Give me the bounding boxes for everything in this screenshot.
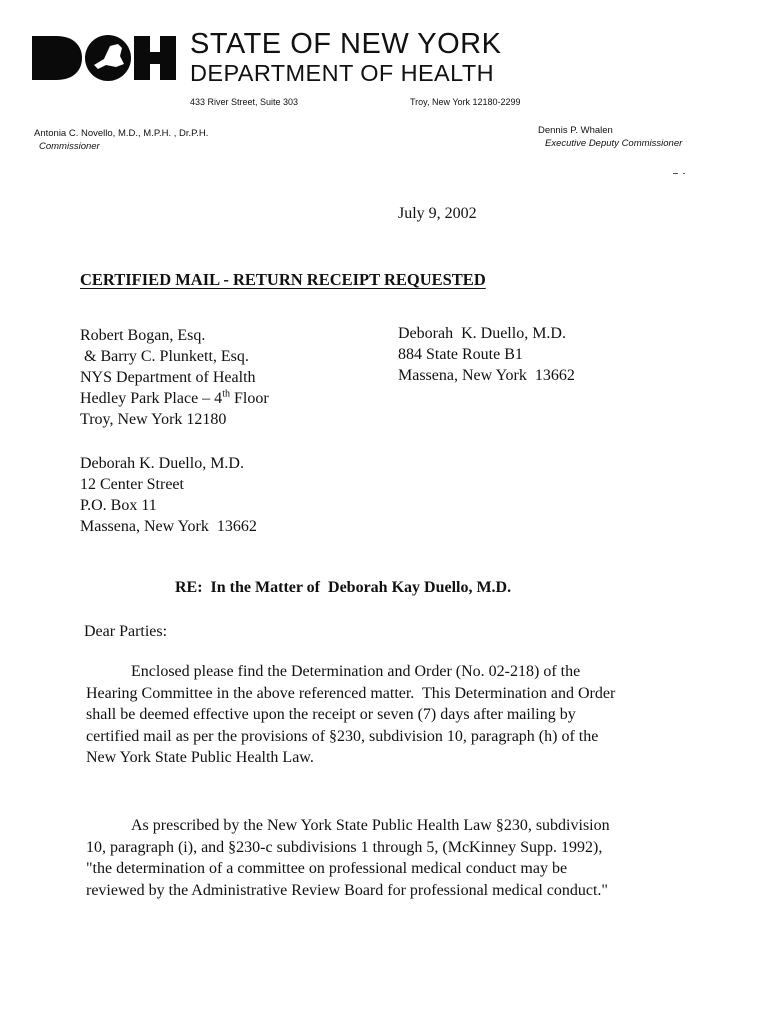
scan-speck bbox=[673, 173, 678, 174]
paragraph-1 bbox=[86, 661, 680, 769]
paragraph-line: New York State Public Health Law. bbox=[86, 749, 314, 766]
doh-logo bbox=[32, 34, 178, 82]
paragraph-line: reviewed by the Administrative Review Board for professional medical conduct." bbox=[86, 881, 608, 899]
address-line bbox=[80, 388, 269, 409]
department-city-address: Troy, New York 12180-2299 bbox=[410, 97, 521, 107]
address-line: Troy, New York 12180 bbox=[80, 411, 227, 428]
paragraph-line: Hearing Committee in the above referenced matter. This Determination and Order bbox=[86, 684, 616, 702]
salutation: Dear Parties: bbox=[84, 623, 168, 640]
recipient-address-1 bbox=[80, 325, 269, 430]
paragraph-line: "the determination of a committee on professional medical conduct may be bbox=[86, 860, 568, 877]
commissioner-block bbox=[34, 127, 208, 153]
letter-date: July 9, 2002 bbox=[398, 205, 477, 222]
deputy-commissioner-name: Dennis P. Whalen bbox=[538, 125, 613, 136]
paragraph-line: shall be deemed effective upon the receipt or seven (7) days after mailing by bbox=[86, 706, 576, 723]
paragraph-line: As prescribed by the New York State Public Health Law §230, subdivision bbox=[131, 817, 610, 834]
address-line: Massena, New York 13662 bbox=[80, 518, 257, 535]
address-line: Massena, New York 13662 bbox=[398, 367, 575, 384]
ordinal-suffix: th bbox=[222, 388, 230, 400]
paragraph-line: Enclosed please find the Determination and Order (No. 02-218) of the bbox=[131, 663, 581, 680]
address-line: Deborah K. Duello, M.D. bbox=[398, 325, 566, 342]
deputy-commissioner-block bbox=[538, 124, 682, 150]
address-line-part: Floor bbox=[229, 390, 269, 407]
deputy-commissioner-title: Executive Deputy Commissioner bbox=[545, 138, 683, 149]
address-line: 12 Center Street bbox=[80, 476, 184, 493]
scan-speck bbox=[683, 173, 685, 174]
address-line: Deborah K. Duello, M.D. bbox=[80, 455, 244, 472]
address-line: 884 State Route B1 bbox=[398, 346, 523, 363]
paragraph-line: certified mail as per the provisions of §230, subdivision 10, paragraph (h) of the bbox=[86, 727, 599, 745]
department-street-address: 433 River Street, Suite 303 bbox=[190, 97, 299, 107]
address-line: Robert Bogan, Esq. bbox=[80, 327, 206, 344]
paragraph-line: 10, paragraph (i), and §230-c subdivisions 1 through 5, (McKinney Supp. 1992), bbox=[86, 838, 603, 856]
commissioner-title: Commissioner bbox=[39, 141, 100, 152]
re-subject-line: RE: In the Matter of Deborah Kay Duello, M.D. bbox=[175, 579, 512, 596]
certified-mail-heading: CERTIFIED MAIL - RETURN RECEIPT REQUESTED bbox=[80, 270, 486, 289]
recipient-address-2 bbox=[398, 323, 575, 386]
address-line: & Barry C. Plunkett, Esq. bbox=[80, 348, 249, 365]
address-line: P.O. Box 11 bbox=[80, 497, 157, 514]
department-title: DEPARTMENT OF HEALTH bbox=[190, 60, 494, 86]
recipient-address-3 bbox=[80, 453, 257, 537]
paragraph-2 bbox=[86, 815, 680, 901]
state-title: STATE OF NEW YORK bbox=[190, 28, 502, 60]
commissioner-name: Antonia C. Novello, M.D., M.P.H. , Dr.P.H. bbox=[34, 128, 209, 139]
address-line-part: Hedley Park Place – 4 bbox=[80, 390, 223, 407]
address-line: NYS Department of Health bbox=[80, 369, 256, 386]
